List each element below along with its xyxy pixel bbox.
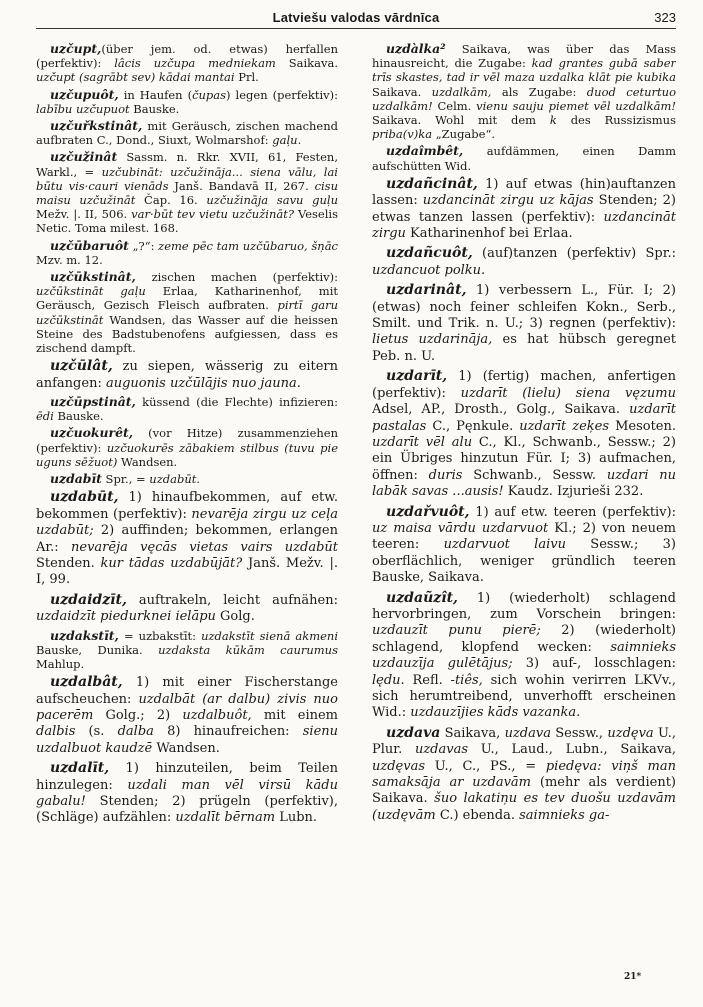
example-text: uzdalīt bērnam <box>175 810 276 826</box>
example-text: dalbis <box>36 724 76 740</box>
definition-text: Stenden. <box>36 555 101 571</box>
definition-text: „?“: <box>128 238 159 253</box>
example-text: uzčupt (sagrābt sev) kādai mantai <box>36 70 235 85</box>
example-text: ēdi <box>36 409 54 424</box>
dictionary-entry <box>36 88 338 116</box>
dictionary-entry <box>36 239 338 267</box>
definition-text: auftrakeln, leicht aufnähen: <box>126 592 338 608</box>
headword: uzčuokurêt, <box>50 425 134 441</box>
definition-text: C., Kl., Schwanb., Sessw.; 2) ein Übriges hinzutun Für. I; 3) aufmachen, öffnen: <box>372 434 676 483</box>
definition-text: Saikava, was über das Mass hinausreicht, die Zugabe: <box>372 42 676 71</box>
definition-text: küssend (die Flechte) infizieren: <box>135 395 338 410</box>
example-text: uzdancināt zirgu <box>372 209 676 242</box>
example-text: lâcis uzčupa medniekam <box>114 56 276 71</box>
definition-text: 1) mit einer Fischerstange aufscheuchen: <box>36 675 338 707</box>
headword: uzčūbaruôt <box>50 237 129 253</box>
definition-text: 1) auf etwas (hin)auftanzen lassen: <box>372 176 676 209</box>
example-text: uzdalkām, <box>431 84 492 99</box>
definition-text: (über jem. od. etwas) herfallen (perfektiv): <box>36 42 338 71</box>
example-text: uzdalbuôt, <box>182 707 252 723</box>
example-text: uzdava <box>504 725 551 741</box>
example-text: k <box>549 113 557 128</box>
definition-text: des Russizismus <box>556 113 676 128</box>
headword: uzdařvuôt, <box>386 503 470 520</box>
headword: uzdaîmbêt, <box>386 143 464 159</box>
dictionary-entry <box>36 395 338 423</box>
definition-text: aufdämmen, einen Damm aufschütten Wid. <box>372 144 676 173</box>
dictionary-entry <box>36 592 338 626</box>
dictionary-entry <box>36 674 338 757</box>
example-text: kur tādas uzdabūjāt? <box>100 555 243 571</box>
definition-text: (vor Hitze) zusammenziehen (perfektiv): <box>36 426 338 455</box>
definition-text: 1) (wiederholt) schlagend hervorbringen, zum Vorschein bringen: <box>372 590 676 622</box>
definition-text: Wandsen. <box>117 454 178 469</box>
definition-text: U., Plur. <box>372 725 676 758</box>
definition-text: 1) auf etw. teeren (perfektiv): <box>469 504 676 520</box>
definition-text: Stenden; 2) etwas tanzen lassen (perfektiv): <box>372 193 676 225</box>
example-text: uzdari nu labāk savas ...ausis! <box>372 467 676 500</box>
definition-text: mit einem <box>251 707 338 723</box>
example-text: duris <box>428 467 463 483</box>
definition-text: ) legen (perfektiv): <box>226 87 338 102</box>
page-number: 323 <box>654 10 676 25</box>
definition-text: Wandsen. <box>152 740 220 756</box>
example-text: uzčužināja savu guļu <box>206 193 338 208</box>
example-text: saimnieks uzdauzīja gulētājus; <box>372 639 676 672</box>
definition-text: 2) auffinden; bekommen, erlangen Ar.: <box>36 523 338 555</box>
running-title: Latviešu valodas vārdnīca <box>272 10 440 25</box>
definition-text: Sessw.; 3) oberflächlich, weniger gründlich teeren Bauske, Saikava. <box>372 537 676 586</box>
example-text: uzdalbāt (ar dalbu) zivis nuo pacerēm <box>36 691 338 723</box>
definition-text: 1) (fertig) machen, anfertigen (perfektiv): <box>372 369 676 401</box>
dictionary-entry <box>372 42 676 141</box>
definition-text: zu siepen, wässerig zu eitern anfangen: <box>36 359 338 391</box>
definition-text: Sessw., <box>550 725 608 741</box>
headword: uzdàlka² <box>386 42 446 56</box>
headword: uzčūpstinât, <box>50 394 136 410</box>
example-text: uzdaidzīt piedurknei ielāpu <box>36 609 216 625</box>
definition-text: Sassm. n. Rkr. XVII, 61, Festen, Warkl., = <box>36 150 338 179</box>
headword: uzčūkstinât, <box>50 269 136 285</box>
dictionary-entry <box>36 270 338 355</box>
definition-text: „Zugabe“. <box>432 127 495 142</box>
dictionary-entry <box>36 119 338 147</box>
example-text: saimnieks ga- <box>519 807 610 823</box>
definition-text: Celm. <box>432 98 477 113</box>
dictionary-entry <box>372 282 676 365</box>
headword: uzčupt, <box>50 42 102 56</box>
definition-text: 8) hinaufreichen: <box>153 724 303 740</box>
dictionary-entry <box>36 489 338 588</box>
definition-text: Katharinenhof bei Erlaa. <box>405 226 573 242</box>
definition-text: Schwanb., Sessw. <box>462 467 607 483</box>
example-text: uzdaksta kūkām caurumus <box>158 642 338 657</box>
headword: uzdalīt, <box>50 760 110 777</box>
definition-text: Mzv. m. 12. <box>36 252 103 267</box>
dictionary-entry <box>36 760 338 827</box>
example-text: uzčuokurēs zābakiem stilbus (tuvu pie uguns sēžuot) <box>36 440 338 469</box>
example-text: nevarēja vęcās vietas vairs uzdabūt <box>71 539 338 555</box>
headword: uzdarinât, <box>386 282 467 299</box>
definition-text: mit Geräusch, zischen machend aufbraten C., Dond., Siuxt, Wolmarshof: <box>36 119 338 148</box>
definition-text: Stenden; 2) prügeln (perfektiv), (Schläge) aufzählen: <box>36 794 338 826</box>
definition-text: Saikava. <box>372 84 432 99</box>
dictionary-entry <box>372 504 676 587</box>
definition-text: 1) hinzuteilen, beim Teilen hinzulegen: <box>36 761 338 793</box>
definition-text: Prl. <box>234 70 259 85</box>
definition-text: U., Laud., Lubn., Saikava, <box>468 742 676 758</box>
dictionary-entry <box>372 176 676 243</box>
headword: uzčužinât <box>50 149 118 165</box>
definition-text: Wandsen, das Wasser auf die heissen Steine des Badstubenofens aufgiessen, dass es zischend dampft. <box>36 312 338 356</box>
example-text: priba(v)ka <box>372 127 433 142</box>
headword: uzdaidzīt, <box>50 591 127 608</box>
definition-text: Saikava, <box>440 725 505 741</box>
example-text: uzdarvuot laivu <box>443 537 566 553</box>
dictionary-entry <box>36 629 338 672</box>
definition-text: Adsel, AP., Drosth., Golg., Saikava. <box>372 402 630 418</box>
example-text: uzdavas <box>414 742 469 758</box>
headword: uzdañcinât, <box>386 175 478 192</box>
definition-text: als Zugabe: <box>491 84 587 99</box>
headword: uzdaũzît, <box>386 589 458 606</box>
example-text: uzdarīt vēl alu <box>372 434 473 450</box>
example-text: zeme pēc tam uzčūbaruo, šņāc <box>158 238 338 253</box>
example-text: duod ceturtuo uzdalkām! <box>372 84 676 113</box>
definition-text: zischen machen (perfektiv): <box>135 270 338 285</box>
example-text: šuo lakatiņu es tev duošu uzdavām (uzdęvām <box>372 791 676 823</box>
definition-text: Čap. 16. <box>135 193 207 208</box>
headword: uzčūlât, <box>50 358 113 375</box>
definition-text: Bauske. <box>129 101 180 116</box>
headword: uzdarīt, <box>386 368 448 385</box>
dictionary-entry <box>372 144 676 172</box>
example-text: uzdali man vēl virsū kādu gabalu! <box>36 777 338 809</box>
page-header <box>36 8 676 29</box>
definition-text: (auf)tanzen (perfektiv) Spr.: <box>472 246 676 262</box>
example-text: lietus uzdarināja, <box>372 332 493 348</box>
definition-text: Janš. Bandavā II, 267. <box>168 178 315 193</box>
definition-text: Bauske, Dunika. <box>36 642 159 657</box>
definition-text: Mežv. |. II, 506. <box>36 207 132 222</box>
example-text: dalba <box>117 724 154 740</box>
definition-text: Janš. Mežv. |. I, 99. <box>36 555 338 588</box>
definition-text: Mahlup. <box>36 656 85 671</box>
example-text: uzčubināt: uzčužināja... siena vālu, lai būtu vis·cauri vienāds <box>36 164 338 193</box>
headword: uzčuřkstinât, <box>50 118 143 134</box>
definition-text: Refl. <box>404 672 451 688</box>
example-text: piedęva: viņš man samaksāja ar uzdavām <box>372 758 676 791</box>
definition-text: Saikava. Wohl mit dem <box>372 113 550 128</box>
definition-text: C., Pęnkule. <box>426 418 520 434</box>
definition-text: Golg. <box>215 609 255 625</box>
definition-text: Veselis Netic. Toma milest. 168. <box>36 207 338 236</box>
definition-text: Kl.; 2) von neuem teeren: <box>372 520 676 553</box>
example-text: var·būt tev vietu uzčužināt? <box>131 207 294 222</box>
example-text: -tiês, <box>450 672 483 688</box>
dictionary-entry <box>372 725 676 824</box>
definition-text: (s. <box>75 724 118 740</box>
example-text: uzdakstīt sienā akmeni <box>201 628 338 643</box>
example-text: čupas <box>192 87 227 102</box>
definition-text: C.) ebenda. <box>435 807 520 823</box>
example-text: uz maisa vārdu uzdarvuot <box>372 520 549 536</box>
example-text: cisu maisu uzčužināt <box>36 178 338 208</box>
example-text: lędu. <box>372 672 405 688</box>
definition-text: 2) (wiederholt) schlagend, klopfend wecken: <box>372 623 676 655</box>
dictionary-entry <box>36 42 338 85</box>
example-text: uzdauzīt punu pierē; <box>372 623 541 639</box>
definition-text: 3) auf-, losschlagen: <box>512 656 676 672</box>
example-text: vienu sauju piemet vēl uzdalkām! <box>476 98 676 113</box>
example-text: uzčūkstināt gaļu <box>36 284 146 299</box>
definition-text: Erlaa, Katharinenhof, mit Geräusch, Gezisch Fleisch aufbraten. <box>36 284 338 313</box>
headword: uzdabūt, <box>50 489 119 506</box>
example-text: uzdęva <box>607 725 654 741</box>
headword: uzdakstīt, <box>50 627 119 643</box>
definition-text: Mesoten. <box>609 418 676 434</box>
definition-text: Golg.; 2) <box>93 707 183 723</box>
example-text: uzdancināt zirgu uz kājas <box>422 193 594 209</box>
left-column <box>36 42 338 972</box>
definition-text: Lubn. <box>275 810 318 826</box>
example-text: uzdarīt zeķes <box>519 418 610 434</box>
definition-text: U., C., PS., = <box>425 758 546 774</box>
definition-text: Bauske. <box>53 409 104 424</box>
definition-text: Saikava. <box>275 56 338 71</box>
example-text: uzdauzījies kāds vazanka. <box>410 705 581 721</box>
definition-text: (mehr als verdient) Saikava. <box>372 775 676 807</box>
example-text: pirtī garu uzčūkstināt <box>36 298 338 327</box>
definition-text: in Haufen ( <box>118 87 193 102</box>
dictionary-entry <box>36 472 338 486</box>
definition-text: = uzbakstīt: <box>118 628 202 643</box>
dictionary-entry <box>36 150 338 235</box>
headword: uzdava <box>386 724 441 741</box>
headword: uzdañcuôt, <box>386 245 473 262</box>
definition-text: sich wohin verirren LKVv., sich herumtreibend, unverhofft erscheinen Wid.: <box>372 672 676 721</box>
definition-text: 1) verbessern L., Für. I; 2) (etwas) noch feiner schleifen Kokn., Serb., Smilt. und Trik. n. U.; 3) regnen (perfektiv): <box>372 283 676 332</box>
example-text: uzdabūt. <box>149 472 201 487</box>
right-column <box>372 42 676 972</box>
headword: uzdalbât, <box>50 674 123 691</box>
dictionary-entry <box>36 426 338 469</box>
example-text: gaļu. <box>272 133 302 148</box>
dictionary-entry <box>372 368 676 500</box>
example-text: nevarēja zirgu uz ceļa uzdabūt; <box>36 506 338 539</box>
example-text: auguonis uzčūlājis nuo jauna. <box>105 375 301 391</box>
example-text: uzdęvas <box>372 758 426 774</box>
definition-text: Spr., = <box>101 472 150 487</box>
dictionary-entry <box>372 245 676 279</box>
example-text: sienu uzdalbuot kaudzē <box>36 724 338 756</box>
definition-text: 1) hinaufbekommen, auf etw. bekommen (perfektiv): <box>36 490 338 522</box>
example-text: uzdarīt pastalas <box>372 402 676 434</box>
example-text: labību uzčupuot <box>36 101 130 116</box>
example-text: uzdancuot polku. <box>372 262 486 278</box>
headword: uzčupuôt, <box>50 86 119 102</box>
headword: uzdabīt <box>50 471 102 487</box>
definition-text: es hat hübsch geregnet Peb. n. U. <box>372 332 676 364</box>
example-text: kad grantes gubā saber trīs skastes, tad ir vēl maza uzdalka klāt pie kubika <box>372 56 676 85</box>
example-text: uzdarīt (lielu) siena vęzumu <box>460 385 676 401</box>
printer-signature: 21* <box>624 972 642 982</box>
dictionary-entry <box>372 590 676 722</box>
definition-text: Kaudz. Izjurieši 232. <box>503 484 644 500</box>
dictionary-entry <box>36 358 338 392</box>
